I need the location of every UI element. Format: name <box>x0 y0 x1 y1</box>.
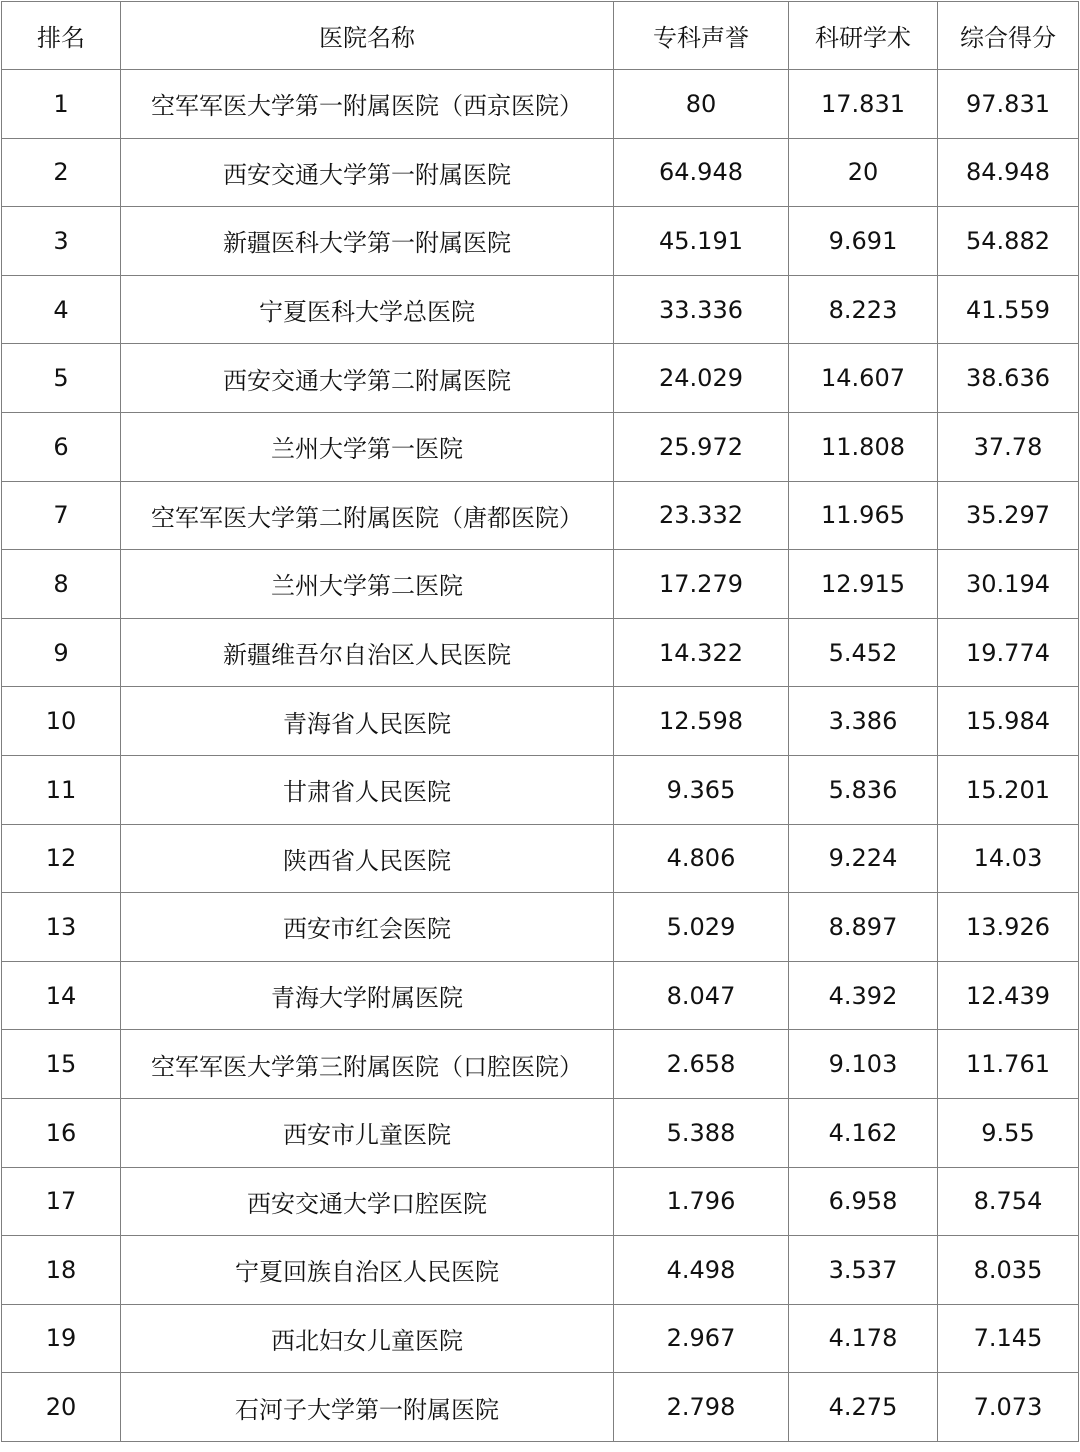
table-row <box>2 1373 1079 1442</box>
cell-rank: 19 <box>2 1304 121 1373</box>
cell-rank: 1 <box>2 70 121 139</box>
table-row <box>2 1304 1079 1373</box>
cell-rank: 16 <box>2 1098 121 1167</box>
cell-specialty-reputation: 4.806 <box>614 824 789 893</box>
cell-research-academic: 4.392 <box>789 961 938 1030</box>
cell-research-academic: 11.965 <box>789 481 938 550</box>
cell-hospital-name: 西安市红会医院 <box>121 893 614 962</box>
cell-rank: 17 <box>2 1167 121 1236</box>
cell-rank: 8 <box>2 550 121 619</box>
cell-research-academic: 9.224 <box>789 824 938 893</box>
cell-rank: 5 <box>2 344 121 413</box>
table-row <box>2 481 1079 550</box>
cell-specialty-reputation: 80 <box>614 70 789 139</box>
cell-total-score: 13.926 <box>938 893 1079 962</box>
cell-rank: 10 <box>2 687 121 756</box>
cell-total-score: 19.774 <box>938 618 1079 687</box>
cell-specialty-reputation: 2.798 <box>614 1373 789 1442</box>
cell-specialty-reputation: 25.972 <box>614 412 789 481</box>
header-total-score: 综合得分 <box>938 2 1079 70</box>
cell-total-score: 41.559 <box>938 275 1079 344</box>
cell-rank: 15 <box>2 1030 121 1099</box>
table-row <box>2 207 1079 276</box>
cell-research-academic: 4.162 <box>789 1098 938 1167</box>
table-row <box>2 1167 1079 1236</box>
header-research-academic: 科研学术 <box>789 2 938 70</box>
cell-research-academic: 20 <box>789 138 938 207</box>
cell-hospital-name: 新疆医科大学第一附属医院 <box>121 207 614 276</box>
cell-specialty-reputation: 12.598 <box>614 687 789 756</box>
table-row <box>2 70 1079 139</box>
cell-research-academic: 12.915 <box>789 550 938 619</box>
table-row <box>2 138 1079 207</box>
cell-specialty-reputation: 14.322 <box>614 618 789 687</box>
header-specialty-reputation: 专科声誉 <box>614 2 789 70</box>
cell-total-score: 35.297 <box>938 481 1079 550</box>
cell-research-academic: 14.607 <box>789 344 938 413</box>
table-row <box>2 550 1079 619</box>
cell-hospital-name: 甘肃省人民医院 <box>121 755 614 824</box>
cell-hospital-name: 宁夏回族自治区人民医院 <box>121 1236 614 1305</box>
cell-hospital-name: 石河子大学第一附属医院 <box>121 1373 614 1442</box>
cell-specialty-reputation: 2.967 <box>614 1304 789 1373</box>
table-row <box>2 275 1079 344</box>
table-row <box>2 344 1079 413</box>
table-row <box>2 687 1079 756</box>
cell-rank: 4 <box>2 275 121 344</box>
cell-rank: 3 <box>2 207 121 276</box>
cell-specialty-reputation: 5.029 <box>614 893 789 962</box>
cell-specialty-reputation: 2.658 <box>614 1030 789 1099</box>
cell-hospital-name: 宁夏医科大学总医院 <box>121 275 614 344</box>
cell-rank: 12 <box>2 824 121 893</box>
cell-rank: 18 <box>2 1236 121 1305</box>
table-row <box>2 1030 1079 1099</box>
table-row <box>2 824 1079 893</box>
table-row <box>2 893 1079 962</box>
table-row <box>2 755 1079 824</box>
cell-research-academic: 5.836 <box>789 755 938 824</box>
table-row <box>2 618 1079 687</box>
cell-total-score: 8.035 <box>938 1236 1079 1305</box>
cell-specialty-reputation: 24.029 <box>614 344 789 413</box>
cell-total-score: 54.882 <box>938 207 1079 276</box>
cell-specialty-reputation: 8.047 <box>614 961 789 1030</box>
cell-total-score: 11.761 <box>938 1030 1079 1099</box>
cell-total-score: 7.145 <box>938 1304 1079 1373</box>
cell-total-score: 97.831 <box>938 70 1079 139</box>
cell-hospital-name: 西北妇女儿童医院 <box>121 1304 614 1373</box>
header-row <box>2 2 1079 70</box>
cell-hospital-name: 空军军医大学第三附属医院（口腔医院） <box>121 1030 614 1099</box>
cell-specialty-reputation: 45.191 <box>614 207 789 276</box>
cell-research-academic: 5.452 <box>789 618 938 687</box>
cell-hospital-name: 青海省人民医院 <box>121 687 614 756</box>
cell-total-score: 15.201 <box>938 755 1079 824</box>
cell-hospital-name: 兰州大学第二医院 <box>121 550 614 619</box>
cell-total-score: 14.03 <box>938 824 1079 893</box>
cell-research-academic: 8.223 <box>789 275 938 344</box>
header-rank: 排名 <box>2 2 121 70</box>
hospital-ranking-table <box>1 1 1079 1442</box>
cell-total-score: 15.984 <box>938 687 1079 756</box>
cell-rank: 20 <box>2 1373 121 1442</box>
cell-specialty-reputation: 9.365 <box>614 755 789 824</box>
cell-research-academic: 4.178 <box>789 1304 938 1373</box>
cell-total-score: 37.78 <box>938 412 1079 481</box>
cell-rank: 7 <box>2 481 121 550</box>
cell-hospital-name: 空军军医大学第一附属医院（西京医院） <box>121 70 614 139</box>
cell-hospital-name: 西安交通大学第二附属医院 <box>121 344 614 413</box>
cell-research-academic: 6.958 <box>789 1167 938 1236</box>
cell-research-academic: 3.537 <box>789 1236 938 1305</box>
table-row <box>2 412 1079 481</box>
table-body <box>2 70 1079 1442</box>
cell-hospital-name: 兰州大学第一医院 <box>121 412 614 481</box>
cell-rank: 11 <box>2 755 121 824</box>
header-hospital-name: 医院名称 <box>121 2 614 70</box>
cell-total-score: 12.439 <box>938 961 1079 1030</box>
cell-specialty-reputation: 64.948 <box>614 138 789 207</box>
cell-hospital-name: 新疆维吾尔自治区人民医院 <box>121 618 614 687</box>
table-row <box>2 1236 1079 1305</box>
cell-rank: 6 <box>2 412 121 481</box>
cell-total-score: 84.948 <box>938 138 1079 207</box>
cell-hospital-name: 西安市儿童医院 <box>121 1098 614 1167</box>
cell-total-score: 30.194 <box>938 550 1079 619</box>
cell-rank: 13 <box>2 893 121 962</box>
cell-total-score: 38.636 <box>938 344 1079 413</box>
cell-research-academic: 8.897 <box>789 893 938 962</box>
cell-total-score: 8.754 <box>938 1167 1079 1236</box>
cell-specialty-reputation: 23.332 <box>614 481 789 550</box>
cell-hospital-name: 空军军医大学第二附属医院（唐都医院） <box>121 481 614 550</box>
cell-research-academic: 3.386 <box>789 687 938 756</box>
cell-specialty-reputation: 4.498 <box>614 1236 789 1305</box>
table-row <box>2 1098 1079 1167</box>
cell-specialty-reputation: 17.279 <box>614 550 789 619</box>
cell-hospital-name: 陕西省人民医院 <box>121 824 614 893</box>
cell-specialty-reputation: 5.388 <box>614 1098 789 1167</box>
cell-specialty-reputation: 33.336 <box>614 275 789 344</box>
cell-rank: 9 <box>2 618 121 687</box>
cell-research-academic: 9.103 <box>789 1030 938 1099</box>
cell-rank: 2 <box>2 138 121 207</box>
cell-research-academic: 11.808 <box>789 412 938 481</box>
cell-research-academic: 9.691 <box>789 207 938 276</box>
cell-hospital-name: 西安交通大学第一附属医院 <box>121 138 614 207</box>
cell-rank: 14 <box>2 961 121 1030</box>
cell-research-academic: 17.831 <box>789 70 938 139</box>
cell-hospital-name: 青海大学附属医院 <box>121 961 614 1030</box>
cell-total-score: 9.55 <box>938 1098 1079 1167</box>
cell-specialty-reputation: 1.796 <box>614 1167 789 1236</box>
cell-total-score: 7.073 <box>938 1373 1079 1442</box>
table-row <box>2 961 1079 1030</box>
cell-research-academic: 4.275 <box>789 1373 938 1442</box>
table-header <box>2 2 1079 70</box>
cell-hospital-name: 西安交通大学口腔医院 <box>121 1167 614 1236</box>
